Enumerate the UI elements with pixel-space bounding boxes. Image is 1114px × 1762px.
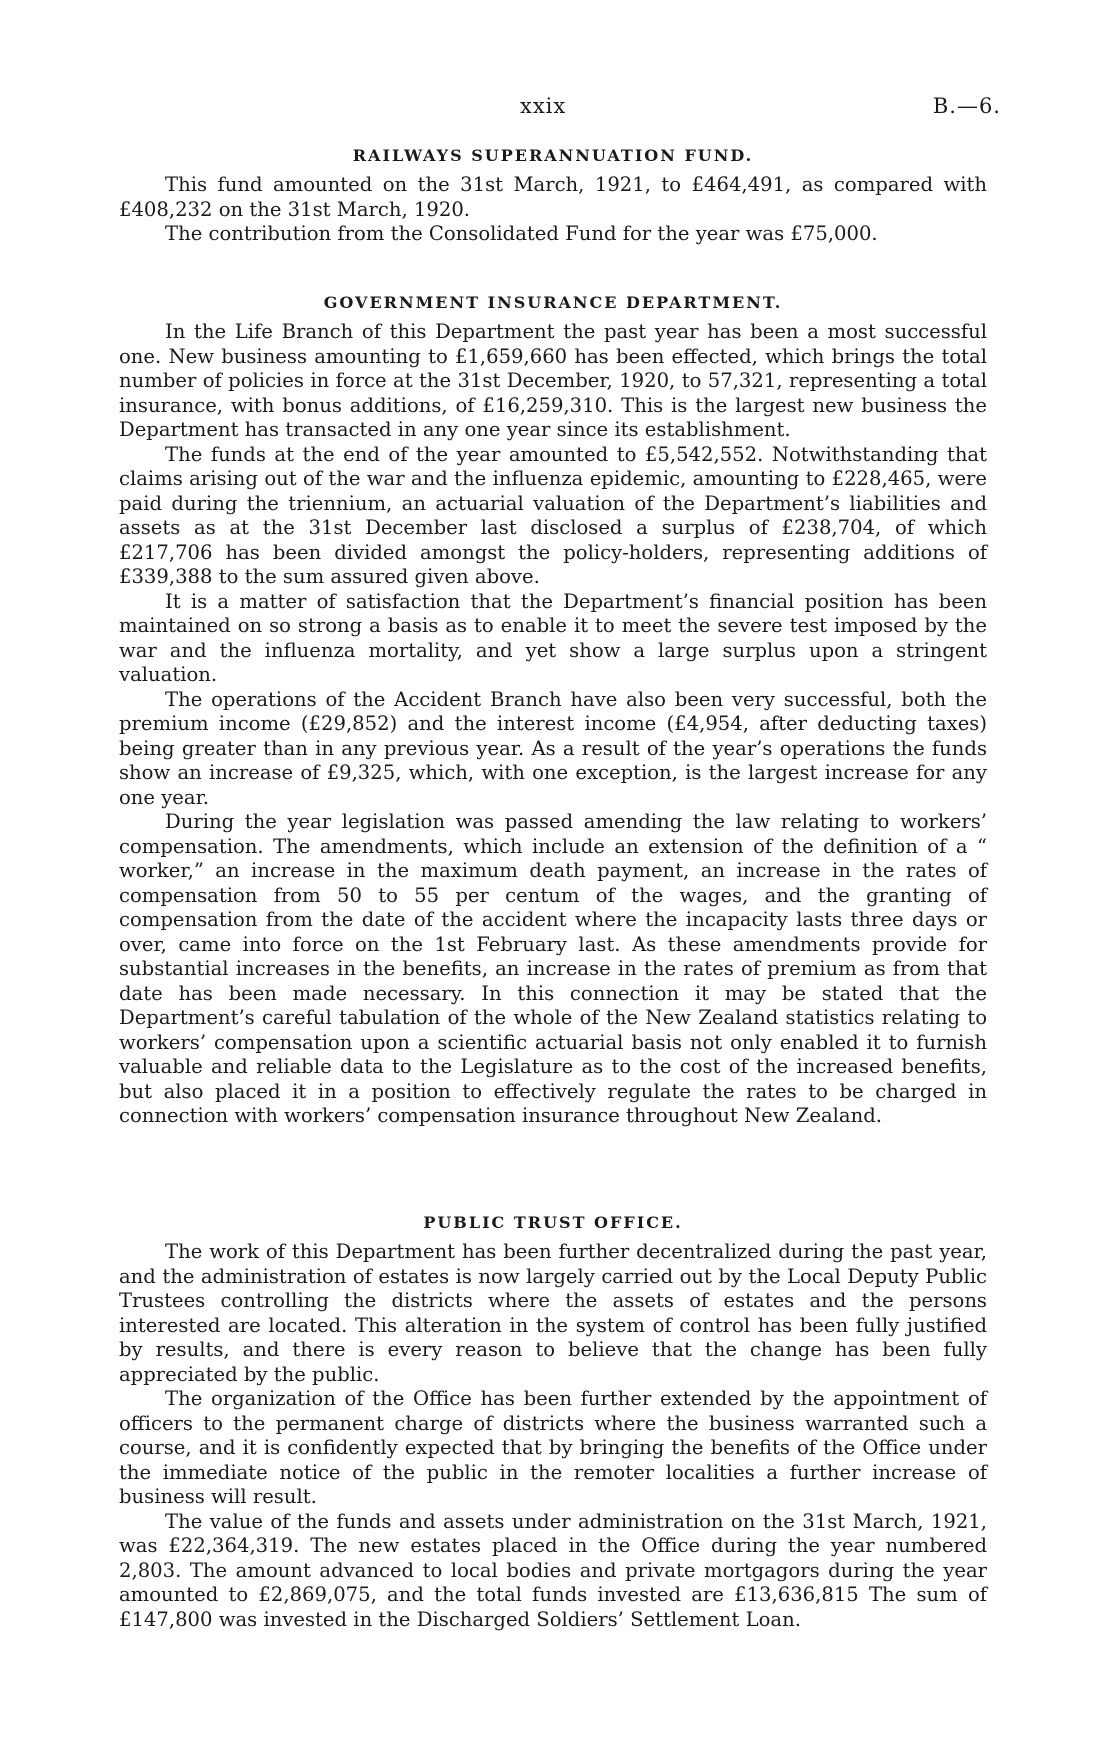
section-public-trust-office (119, 1213, 987, 1632)
paragraph: It is a matter of satisfaction that the Department’s financial position has been maintained on so strong a basis as to enable it to meet the severe test imposed by the war and the influenza mortality, and yet show a large surplus upon a stringent valuation. (119, 589, 987, 686)
paragraph: The funds at the end of the year amounted to £5,542,552. Notwithstanding that claims arising out of the war and the influenza epidemic, amounting to £228,465, were paid during the triennium, an actuarial valuation of the Department’s liabilities and assets as at the 31st December last disclosed a surplus of £238,704, of which £217,706 has been divided amongst the policy-holders, representing additions of £339,388 to the sum assured given above. (119, 442, 987, 588)
document-reference: B.—6. (932, 94, 1001, 118)
paragraph: The contribution from the Consolidated Fund for the year was £75,000. (165, 222, 878, 245)
paragraph: During the year legislation was passed amending the law relating to workers’ compensation. The amendments, which include an extension of the definition of a “ worker,” an increase in the maximum death payment, an increase in the rates of compensation from 50 to 55 per centum of the wages, and the granting of compensation from the date of the accident where the incapacity lasts three days or over, came into force on the 1st February last. As these amendments provide for substantial increases in the benefits, an increase in the rates of premium as from that date has been made necessary. In this connection it may be stated that the Department’s careful tabulation of the whole of the New Zealand statistics relating to workers’ compensation upon a scientific actuarial basis not only enabled it to furnish valuable and reliable data to the Legislature as to the cost of the increased benefits, but also placed it in a position to effectively regulate the rates to be charged in connection with workers’ compensation insurance throughout New Zealand. (119, 810, 987, 1127)
section-title: RAILWAYS SUPERANNUATION FUND. (352, 146, 754, 165)
paragraph: This fund amounted on the 31st March, 1921, to £464,491, as compared with £408,232 on the 31st March, 1920. (119, 173, 987, 221)
paragraph: The work of this Department has been further decentralized during the past year, and the administration of estates is now largely carried out by the Local Deputy Public Trustees controlling the districts where the assets of estates and the persons interested are located. This alteration in the system of control has been fully justified by results, and there is every reason to believe that the change has been fully appreciated by the public. (119, 1240, 987, 1386)
page-number: xxix (520, 94, 567, 118)
paragraph: The operations of the Accident Branch have also been very successful, both the premium income (£29,852) and the interest income (£4,954, after deducting taxes) being greater than in any previous year. As a result of the year’s operations the funds show an increase of £9,325, which, with one exception, is the largest increase for any one year. (119, 687, 987, 809)
paragraph: The value of the funds and assets under administration on the 31st March, 1921, was £22,364,319. The new estates placed in the Office during the year numbered 2,803. The amount advanced to local bodies and private mortgagors during the year amounted to £2,869,075, and the total funds invested are £13,636,815 The sum of £147,800 was invested in the Discharged Soldiers’ Settlement Loan. (119, 1509, 987, 1631)
paragraph: In the Life Branch of this Department the past year has been a most successful one. New business amounting to £1,659,660 has been effected, which brings the total number of policies in force at the 31st December, 1920, to 57,321, representing a total insurance, with bonus additions, of £16,259,310. This is the largest new business the Department has transacted in any one year since its establishment. (119, 320, 987, 441)
section-government-insurance (119, 293, 987, 1129)
section-title: PUBLIC TRUST OFFICE. (423, 1213, 683, 1232)
section-railways-superannuation (119, 146, 987, 247)
paragraph: The organization of the Office has been further extended by the appointment of officers to the permanent charge of districts where the business warranted such a course, and it is confidently expected that by bringing the benefits of the Office under the immediate notice of the public in the remoter localities a further increase of business will result. (119, 1387, 987, 1508)
page-header (0, 88, 1114, 128)
section-title: GOVERNMENT INSURANCE DEPARTMENT. (323, 293, 783, 312)
